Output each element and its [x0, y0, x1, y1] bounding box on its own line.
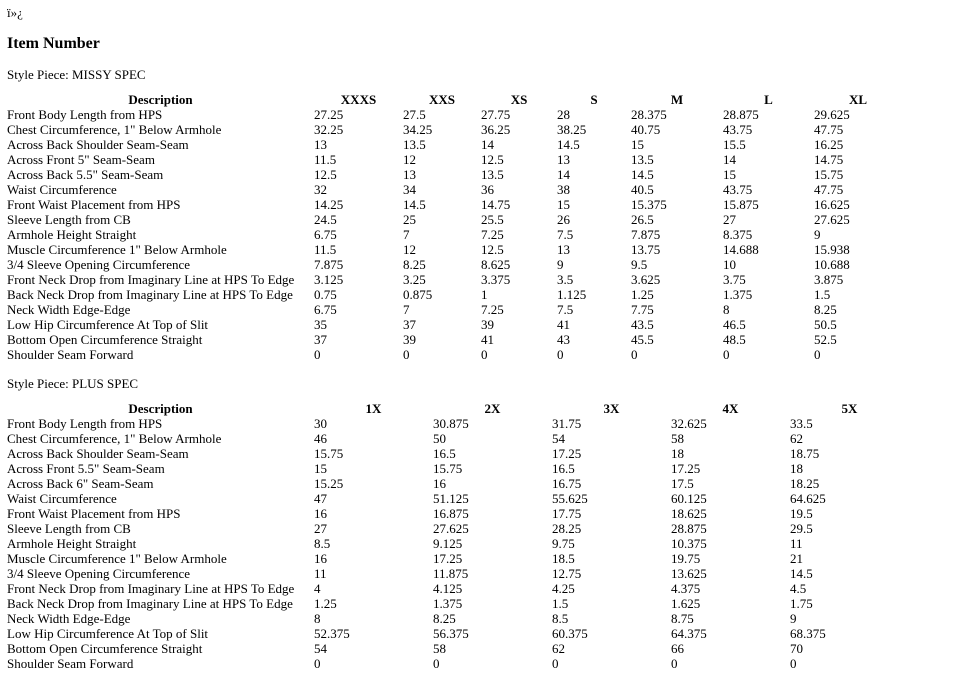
- spec-value-cell: 7.75: [631, 302, 654, 317]
- spec-description-cell: Back Neck Drop from Imaginary Line at HPS To Edge: [7, 596, 293, 611]
- spec-row: [7, 167, 902, 182]
- spec-value-cell: 15.25: [314, 476, 344, 491]
- spec-description-cell: Front Waist Placement from HPS: [7, 506, 181, 521]
- spec-description-cell: Chest Circumference, 1" Below Armhole: [7, 122, 222, 137]
- spec-value-cell: 13: [403, 167, 416, 182]
- spec-value-cell: 16.25: [814, 137, 844, 152]
- spec-description-cell: Waist Circumference: [7, 182, 117, 197]
- spec-value-cell: 64.375: [671, 626, 707, 641]
- spec-value-cell: 31.75: [552, 416, 582, 431]
- spec-table-missy: [7, 92, 902, 362]
- spec-value-cell: 27.25: [314, 107, 344, 122]
- spec-value-cell: 9: [814, 227, 821, 242]
- spec-value-cell: 28.375: [631, 107, 667, 122]
- spec-value-cell: 3.375: [481, 272, 511, 287]
- spec-value-cell: 25.5: [481, 212, 504, 227]
- spec-description-cell: Low Hip Circumference At Top of Slit: [7, 317, 209, 332]
- spec-value-cell: 8.25: [433, 611, 456, 626]
- spec-value-cell: 8.25: [403, 257, 426, 272]
- spec-row: [7, 212, 902, 227]
- spec-value-cell: 8.625: [481, 257, 511, 272]
- spec-value-cell: 0: [723, 347, 730, 362]
- spec-value-cell: 8: [314, 611, 321, 626]
- spec-value-cell: 18.75: [790, 446, 820, 461]
- spec-row: [7, 581, 909, 596]
- spec-value-cell: 62: [790, 431, 803, 446]
- spec-value-cell: 15.75: [314, 446, 344, 461]
- spec-row: [7, 347, 902, 362]
- spec-row: [7, 416, 909, 431]
- spec-value-cell: 13.5: [481, 167, 504, 182]
- spec-value-cell: 7.5: [557, 302, 574, 317]
- spec-value-cell: 34.25: [403, 122, 433, 137]
- spec-value-cell: 40.5: [631, 182, 654, 197]
- spec-value-cell: 17.5: [671, 476, 694, 491]
- spec-description-cell: 3/4 Sleeve Opening Circumference: [7, 257, 191, 272]
- spec-description-cell: Chest Circumference, 1" Below Armhole: [7, 431, 222, 446]
- spec-value-cell: 14.5: [403, 197, 426, 212]
- spec-value-cell: 1.75: [790, 596, 813, 611]
- bom-artifact: ï»¿: [7, 5, 23, 20]
- spec-value-cell: 14.5: [557, 137, 580, 152]
- spec-value-cell: 0.75: [314, 287, 337, 302]
- spec-row: [7, 506, 909, 521]
- spec-value-cell: 64.625: [790, 491, 826, 506]
- spec-value-cell: 10: [723, 257, 736, 272]
- description-column-header: Description: [128, 92, 193, 107]
- spec-value-cell: 26.5: [631, 212, 654, 227]
- spec-value-cell: 14.688: [723, 242, 759, 257]
- spec-row: [7, 317, 902, 332]
- size-column-header: XL: [848, 92, 868, 107]
- spec-value-cell: 28.25: [552, 521, 582, 536]
- spec-value-cell: 1.5: [814, 287, 831, 302]
- spec-value-cell: 39: [481, 317, 494, 332]
- spec-value-cell: 10.688: [814, 257, 850, 272]
- spec-description-cell: Front Neck Drop from Imaginary Line at HPS To Edge: [7, 272, 295, 287]
- spec-row: [7, 431, 909, 446]
- spec-value-cell: 3.875: [814, 272, 844, 287]
- spec-value-cell: 21: [790, 551, 803, 566]
- spec-row: [7, 461, 909, 476]
- spec-row: [7, 302, 902, 317]
- spec-value-cell: 4.375: [671, 581, 701, 596]
- spec-row: [7, 107, 902, 122]
- spec-row: [7, 332, 902, 347]
- size-column-header: M: [670, 92, 684, 107]
- spec-row: [7, 641, 909, 656]
- spec-value-cell: 14.75: [814, 152, 844, 167]
- spec-value-cell: 8.5: [552, 611, 569, 626]
- spec-value-cell: 12: [403, 152, 416, 167]
- spec-value-cell: 37: [403, 317, 416, 332]
- spec-value-cell: 68.375: [790, 626, 826, 641]
- spec-value-cell: 46: [314, 431, 327, 446]
- spec-value-cell: 14: [481, 137, 494, 152]
- spec-row: [7, 182, 902, 197]
- spec-value-cell: 15: [557, 197, 570, 212]
- spec-value-cell: 0: [314, 656, 321, 671]
- spec-description-cell: Waist Circumference: [7, 491, 117, 506]
- spec-value-cell: 11: [314, 566, 327, 581]
- spec-row: [7, 476, 909, 491]
- spec-value-cell: 52.5: [814, 332, 837, 347]
- spec-description-cell: Low Hip Circumference At Top of Slit: [7, 626, 209, 641]
- spec-value-cell: 47.75: [814, 122, 844, 137]
- spec-value-cell: 3.25: [403, 272, 426, 287]
- spec-value-cell: 7.25: [481, 227, 504, 242]
- spec-value-cell: 15.875: [723, 197, 759, 212]
- spec-value-cell: 4: [314, 581, 321, 596]
- spec-value-cell: 1.25: [631, 287, 654, 302]
- size-column-header: XXS: [428, 92, 455, 107]
- spec-value-cell: 14.25: [314, 197, 344, 212]
- size-column-header: 2X: [484, 401, 501, 416]
- spec-value-cell: 29.5: [790, 521, 813, 536]
- spec-row: [7, 272, 902, 287]
- spec-row: [7, 491, 909, 506]
- spec-row: [7, 656, 909, 671]
- spec-value-cell: 16: [314, 506, 327, 521]
- spec-value-cell: 70: [790, 641, 803, 656]
- spec-value-cell: 3.625: [631, 272, 661, 287]
- spec-value-cell: 60.375: [552, 626, 588, 641]
- spec-description-cell: Across Front 5" Seam-Seam: [7, 152, 155, 167]
- spec-row: [7, 122, 902, 137]
- spec-value-cell: 13.5: [631, 152, 654, 167]
- spec-value-cell: 18.25: [790, 476, 820, 491]
- spec-value-cell: 28.875: [671, 521, 707, 536]
- size-column-header: 4X: [722, 401, 739, 416]
- spec-value-cell: 27: [314, 521, 327, 536]
- spec-value-cell: 1.5: [552, 596, 569, 611]
- spec-value-cell: 66: [671, 641, 684, 656]
- spec-value-cell: 13: [314, 137, 327, 152]
- size-column-header: XXXS: [340, 92, 377, 107]
- spec-value-cell: 7.25: [481, 302, 504, 317]
- spec-row: [7, 257, 902, 272]
- spec-value-cell: 15.75: [814, 167, 844, 182]
- spec-description-cell: Across Back Shoulder Seam-Seam: [7, 137, 189, 152]
- spec-row: [7, 287, 902, 302]
- spec-table-plus: [7, 401, 909, 671]
- spec-value-cell: 12.5: [481, 152, 504, 167]
- spec-value-cell: 34: [403, 182, 416, 197]
- spec-value-cell: 12.5: [314, 167, 337, 182]
- spec-row: [7, 152, 902, 167]
- header-row: [7, 92, 902, 107]
- spec-value-cell: 38.25: [557, 122, 587, 137]
- spec-description-cell: Sleeve Length from CB: [7, 212, 131, 227]
- spec-value-cell: 62: [552, 641, 565, 656]
- spec-value-cell: 9.125: [433, 536, 463, 551]
- spec-value-cell: 7: [403, 302, 410, 317]
- spec-value-cell: 30.875: [433, 416, 469, 431]
- size-column-header: XS: [510, 92, 528, 107]
- spec-value-cell: 0: [790, 656, 797, 671]
- spec-value-cell: 13.625: [671, 566, 707, 581]
- spec-value-cell: 32.625: [671, 416, 707, 431]
- spec-value-cell: 27.625: [814, 212, 850, 227]
- spec-value-cell: 9.75: [552, 536, 575, 551]
- spec-value-cell: 30: [314, 416, 327, 431]
- spec-description-cell: Front Body Length from HPS: [7, 107, 163, 122]
- spec-row: [7, 566, 909, 581]
- spec-value-cell: 36: [481, 182, 494, 197]
- spec-row: [7, 521, 909, 536]
- spec-description-cell: Front Body Length from HPS: [7, 416, 163, 431]
- spec-value-cell: 15.5: [723, 137, 746, 152]
- spec-row: [7, 227, 902, 242]
- spec-value-cell: 47: [314, 491, 327, 506]
- style-piece-label-missy: Style Piece: MISSY SPEC: [7, 67, 146, 82]
- spec-row: [7, 551, 909, 566]
- spec-row: [7, 611, 909, 626]
- spec-value-cell: 48.5: [723, 332, 746, 347]
- size-column-header: 3X: [603, 401, 620, 416]
- spec-description-cell: Across Back 6" Seam-Seam: [7, 476, 154, 491]
- spec-value-cell: 10.375: [671, 536, 707, 551]
- spec-value-cell: 60.125: [671, 491, 707, 506]
- spec-value-cell: 12.5: [481, 242, 504, 257]
- spec-value-cell: 13.5: [403, 137, 426, 152]
- spec-description-cell: Across Back 5.5" Seam-Seam: [7, 167, 164, 182]
- spec-value-cell: 0: [433, 656, 440, 671]
- spec-value-cell: 46.5: [723, 317, 746, 332]
- spec-value-cell: 0: [314, 347, 321, 362]
- spec-value-cell: 43: [557, 332, 570, 347]
- spec-value-cell: 12.75: [552, 566, 582, 581]
- spec-value-cell: 4.5: [790, 581, 807, 596]
- spec-value-cell: 7.5: [557, 227, 574, 242]
- spec-value-cell: 38: [557, 182, 570, 197]
- spec-value-cell: 16.625: [814, 197, 850, 212]
- spec-value-cell: 52.375: [314, 626, 350, 641]
- spec-value-cell: 0.875: [403, 287, 433, 302]
- spec-value-cell: 15.375: [631, 197, 667, 212]
- spec-value-cell: 18: [671, 446, 684, 461]
- size-column-header: 5X: [841, 401, 858, 416]
- style-piece-label-plus: Style Piece: PLUS SPEC: [7, 376, 139, 391]
- spec-value-cell: 33.5: [790, 416, 813, 431]
- spec-value-cell: 16.5: [433, 446, 456, 461]
- spec-value-cell: 24.5: [314, 212, 337, 227]
- spec-value-cell: 14.75: [481, 197, 511, 212]
- spec-row: [7, 626, 909, 641]
- size-column-header: L: [764, 92, 773, 107]
- spec-value-cell: 39: [403, 332, 416, 347]
- spec-value-cell: 12: [403, 242, 416, 257]
- spec-value-cell: 36.25: [481, 122, 511, 137]
- description-column-header: Description: [128, 401, 193, 416]
- spec-value-cell: 3.75: [723, 272, 746, 287]
- spec-value-cell: 0: [814, 347, 821, 362]
- spec-value-cell: 25: [403, 212, 416, 227]
- spec-value-cell: 26: [557, 212, 570, 227]
- spec-description-cell: Front Waist Placement from HPS: [7, 197, 181, 212]
- spec-description-cell: Armhole Height Straight: [7, 227, 137, 242]
- spec-description-cell: Across Back Shoulder Seam-Seam: [7, 446, 189, 461]
- spec-value-cell: 8: [723, 302, 730, 317]
- spec-value-cell: 54: [314, 641, 327, 656]
- spec-value-cell: 18.625: [671, 506, 707, 521]
- spec-value-cell: 7.875: [631, 227, 661, 242]
- spec-value-cell: 27.75: [481, 107, 511, 122]
- spec-value-cell: 35: [314, 317, 327, 332]
- spec-value-cell: 16.875: [433, 506, 469, 521]
- spec-value-cell: 8.25: [814, 302, 837, 317]
- spec-value-cell: 45.5: [631, 332, 654, 347]
- spec-value-cell: 28: [557, 107, 570, 122]
- spec-value-cell: 9.5: [631, 257, 648, 272]
- spec-description-cell: Back Neck Drop from Imaginary Line at HPS To Edge: [7, 287, 293, 302]
- spec-value-cell: 1.375: [433, 596, 463, 611]
- spec-value-cell: 18.5: [552, 551, 575, 566]
- spec-value-cell: 0: [631, 347, 638, 362]
- spec-value-cell: 50: [433, 431, 446, 446]
- spec-value-cell: 14: [723, 152, 736, 167]
- section-missy-spec: [7, 67, 953, 362]
- spec-value-cell: 56.375: [433, 626, 469, 641]
- spec-value-cell: 0: [671, 656, 678, 671]
- spec-value-cell: 58: [433, 641, 446, 656]
- spec-description-cell: Shoulder Seam Forward: [7, 347, 134, 362]
- spec-description-cell: Bottom Open Circumference Straight: [7, 332, 203, 347]
- spec-description-cell: Front Neck Drop from Imaginary Line at HPS To Edge: [7, 581, 295, 596]
- spec-description-cell: Shoulder Seam Forward: [7, 656, 134, 671]
- spec-value-cell: 37: [314, 332, 327, 347]
- spec-value-cell: 50.5: [814, 317, 837, 332]
- spec-value-cell: 9: [790, 611, 797, 626]
- spec-value-cell: 40.75: [631, 122, 661, 137]
- spec-value-cell: 14.5: [631, 167, 654, 182]
- spec-row: [7, 596, 909, 611]
- spec-value-cell: 15: [723, 167, 736, 182]
- spec-value-cell: 1: [481, 287, 488, 302]
- spec-value-cell: 41: [481, 332, 494, 347]
- spec-description-cell: Muscle Circumference 1" Below Armhole: [7, 551, 227, 566]
- spec-value-cell: 58: [671, 431, 684, 446]
- spec-value-cell: 6.75: [314, 302, 337, 317]
- spec-value-cell: 28.875: [723, 107, 759, 122]
- spec-value-cell: 4.125: [433, 581, 463, 596]
- spec-row: [7, 197, 902, 212]
- spec-row: [7, 242, 902, 257]
- spec-value-cell: 3.125: [314, 272, 344, 287]
- spec-value-cell: 51.125: [433, 491, 469, 506]
- spec-value-cell: 55.625: [552, 491, 588, 506]
- spec-value-cell: 17.25: [671, 461, 701, 476]
- spec-row: [7, 137, 902, 152]
- spec-value-cell: 19.5: [790, 506, 813, 521]
- spec-value-cell: 14.5: [790, 566, 813, 581]
- spec-description-cell: Armhole Height Straight: [7, 536, 137, 551]
- spec-value-cell: 6.75: [314, 227, 337, 242]
- spec-value-cell: 7.875: [314, 257, 344, 272]
- spec-description-cell: Neck Width Edge-Edge: [7, 302, 131, 317]
- spec-description-cell: Neck Width Edge-Edge: [7, 611, 131, 626]
- spec-value-cell: 27.5: [403, 107, 426, 122]
- spec-value-cell: 15.75: [433, 461, 463, 476]
- spec-value-cell: 7: [403, 227, 410, 242]
- spec-value-cell: 8.5: [314, 536, 331, 551]
- spec-description-cell: Sleeve Length from CB: [7, 521, 131, 536]
- spec-value-cell: 0: [403, 347, 410, 362]
- spec-value-cell: 13.75: [631, 242, 661, 257]
- spec-value-cell: 9: [557, 257, 564, 272]
- spec-value-cell: 1.25: [314, 596, 337, 611]
- spec-value-cell: 0: [552, 656, 559, 671]
- spec-value-cell: 54: [552, 431, 565, 446]
- spec-value-cell: 15.938: [814, 242, 850, 257]
- spec-description-cell: Across Front 5.5" Seam-Seam: [7, 461, 165, 476]
- section-plus-spec: [7, 376, 953, 671]
- spec-value-cell: 3.5: [557, 272, 574, 287]
- spec-value-cell: 32.25: [314, 122, 344, 137]
- spec-value-cell: 4.25: [552, 581, 575, 596]
- spec-value-cell: 1.375: [723, 287, 753, 302]
- spec-value-cell: 43.75: [723, 122, 753, 137]
- spec-value-cell: 32: [314, 182, 327, 197]
- spec-value-cell: 0: [481, 347, 488, 362]
- spec-value-cell: 8.75: [671, 611, 694, 626]
- spec-value-cell: 11.5: [314, 242, 337, 257]
- spec-value-cell: 0: [557, 347, 564, 362]
- size-column-header: S: [590, 92, 598, 107]
- spec-value-cell: 1.625: [671, 596, 701, 611]
- spec-value-cell: 17.25: [552, 446, 582, 461]
- spec-value-cell: 27: [723, 212, 736, 227]
- spec-value-cell: 15: [314, 461, 327, 476]
- spec-value-cell: 11.5: [314, 152, 337, 167]
- size-column-header: 1X: [365, 401, 382, 416]
- spec-value-cell: 17.75: [552, 506, 582, 521]
- spec-description-cell: Bottom Open Circumference Straight: [7, 641, 203, 656]
- spec-value-cell: 13: [557, 152, 570, 167]
- spec-value-cell: 41: [557, 317, 570, 332]
- spec-value-cell: 1.125: [557, 287, 587, 302]
- spec-value-cell: 17.25: [433, 551, 463, 566]
- spec-value-cell: 16: [433, 476, 446, 491]
- spec-value-cell: 16.5: [552, 461, 575, 476]
- spec-row: [7, 446, 909, 461]
- spec-value-cell: 27.625: [433, 521, 469, 536]
- spec-value-cell: 16: [314, 551, 327, 566]
- spec-description-cell: Muscle Circumference 1" Below Armhole: [7, 242, 227, 257]
- spec-value-cell: 11.875: [433, 566, 469, 581]
- spec-value-cell: 15: [631, 137, 644, 152]
- spec-description-cell: 3/4 Sleeve Opening Circumference: [7, 566, 191, 581]
- page-title: Item Number: [7, 35, 100, 52]
- spec-value-cell: 43.5: [631, 317, 654, 332]
- spec-value-cell: 29.625: [814, 107, 850, 122]
- spec-value-cell: 19.75: [671, 551, 701, 566]
- spec-value-cell: 11: [790, 536, 803, 551]
- spec-value-cell: 43.75: [723, 182, 753, 197]
- spec-value-cell: 13: [557, 242, 570, 257]
- spec-value-cell: 14: [557, 167, 570, 182]
- spec-value-cell: 8.375: [723, 227, 753, 242]
- spec-value-cell: 47.75: [814, 182, 844, 197]
- header-row: [7, 401, 909, 416]
- spec-value-cell: 16.75: [552, 476, 582, 491]
- spec-value-cell: 18: [790, 461, 803, 476]
- spec-row: [7, 536, 909, 551]
